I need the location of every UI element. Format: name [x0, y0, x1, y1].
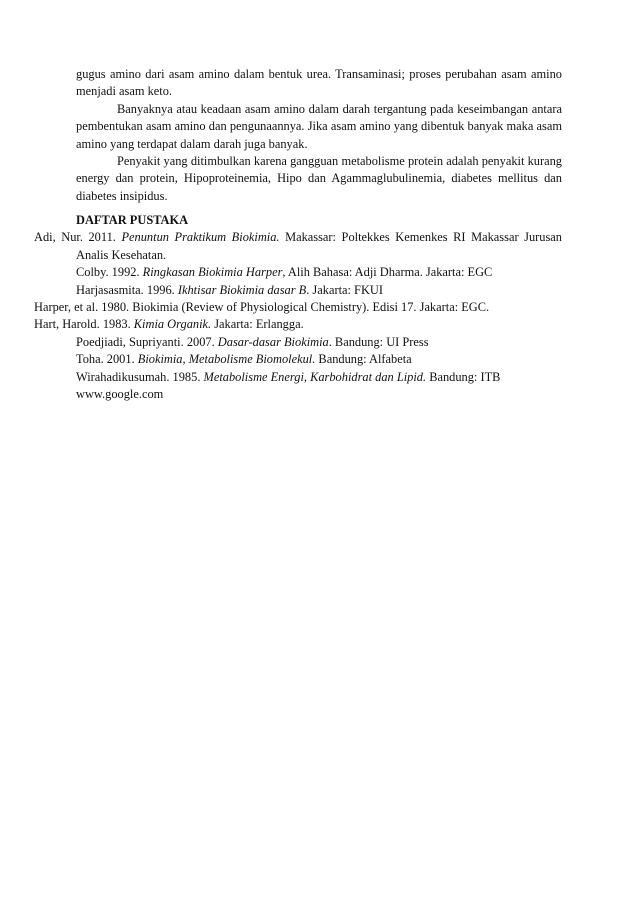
paragraph-transaminasi: gugus amino dari asam amino dalam bentuk urea. Transaminasi; proses perubahan asam amino menjadi asam keto. [76, 67, 562, 99]
reference-item: Colby. 1992. Ringkasan Biokimia Harper, Alih Bahasa: Adji Dharma. Jakarta: EGC [76, 265, 493, 280]
reference-item: Adi, Nur. 2011. Penuntun Praktikum Biokimia. Makassar: Poltekkes Kemenkes RI Makassar Jurusan Analis Kesehatan. [34, 230, 562, 262]
reference-list [34, 212, 562, 403]
reference-link: www.google.com [76, 387, 164, 402]
reference-item: Harjasasmita. 1996. Ikhtisar Biokimia dasar B. Jakarta: FKUI [76, 282, 383, 297]
paragraph-protein-diseases: Penyakit yang ditimbulkan karena gangguan metabolisme protein adalah penyakit kurang energy dan protein, Hipoproteinemia, Hipo dan Agammaglubulinemia, diabetes mellitus dan diabetes insipidus. [76, 154, 562, 203]
reference-item: Toha. 2001. Biokimia, Metabolisme Biomolekul. Bandung: Alfabeta [76, 352, 412, 367]
reference-item: Hart, Harold. 1983. Kimia Organik. Jakarta: Erlangga. [34, 317, 304, 332]
reference-item: Poedjiadi, Supriyanti. 2007. Dasar-dasar Biokimia. Bandung: UI Press [76, 334, 429, 349]
reference-item: Wirahadikusumah. 1985. Metabolisme Energi, Karbohidrat dan Lipid. Bandung: ITB [76, 369, 501, 384]
references-heading: DAFTAR PUSTAKA [76, 213, 189, 227]
paragraph-amino-acid-levels: Banyaknya atau keadaan asam amino dalam darah tergantung pada keseimbangan antara pembentukan asam amino dan pengunaannya. Jika asam amino yang dibentuk banyak maka asam amino yang terdapat dalam darah juga banyak. [76, 101, 562, 151]
body-text [76, 66, 562, 205]
reference-item: Harper, et al. 1980. Biokimia (Review of Physiological Chemistry). Edisi 17. Jakarta: EGC. [34, 300, 490, 315]
